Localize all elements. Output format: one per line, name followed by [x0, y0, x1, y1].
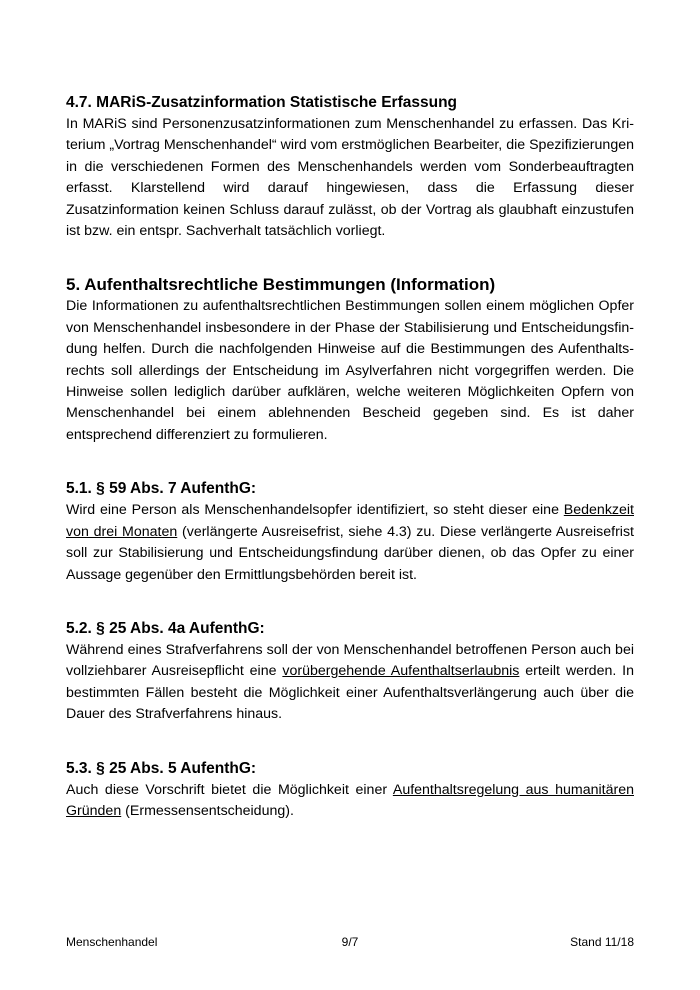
section-paragraph: [66, 500, 634, 586]
underlined-term: vorübergehende Aufenthaltserlaubnis: [282, 663, 520, 680]
paragraph-text: erteilt werden. In bestimmten Fällen besteht die Möglichkeit einer Aufenthaltsverlängerung auch über die Dauer des Strafverfahrens hinaus.: [66, 663, 635, 723]
section-heading: 5.2. § 25 Abs. 4a AufenthG:: [66, 619, 265, 637]
section-5-2: [66, 618, 634, 726]
section-paragraph: [66, 640, 634, 726]
section-4-7: [66, 92, 634, 242]
section-5: [66, 274, 634, 446]
section-5-1: [66, 478, 634, 586]
section-paragraph: In MARiS sind Personenzusatzinformationen zum Menschenhandel zu erfassen. Das Kriterium „Vortrag Menschenhandel“ wird vom erstmöglichen Bearbeiter, die Spezifizierungen in die verschiedenen Formen des Menschenhandels werden vom Sonderbeauftragten erfasst. Klarstellend wird darauf hingewiesen, dass die Erfassung dieser Zusatzinformation keinen Schluss darauf zulässt, ob der Vortrag als glaubhaft einzustufen ist bzw. ein entspr. Sachverhalt tatsächlich vorliegt.: [66, 116, 634, 240]
underlined-term: Bedenkzeit von drei Monaten: [66, 502, 634, 540]
section-paragraph: Die Informationen zu aufenthaltsrechtlichen Bestimmungen sollen einem möglichen Opfer von Menschenhandel insbesondere in der Phase der Stabilisierung und Entscheidungsfindung helfen. Durch die nachfolgenden Hinweise auf die Bestimmungen des Aufenthaltsrechts soll allerdings der Entscheidung im Asylverfahren nicht vorgegriffen werden. Die Hinweise sollen lediglich darüber aufklären, welche weiteren Möglichkeiten Opfern von Menschenhandel bei einem ablehnenden Bescheid gegeben sind. Es ist daher entsprechend differenziert zu formulieren.: [66, 298, 634, 443]
footer-date: Stand 11/18: [570, 935, 634, 949]
paragraph-text: Auch diese Vorschrift bietet die Möglichkeit einer: [66, 781, 393, 798]
section-paragraph: [66, 780, 634, 823]
paragraph-text: Während eines Strafverfahrens soll der von Menschenhandel betroffenen Person auch bei vollziehbarer Ausreisepflicht eine: [66, 641, 634, 680]
paragraph-text: (Ermessensentscheidung).: [121, 802, 294, 819]
section-5-3: [66, 758, 634, 823]
section-heading: 5.3. § 25 Abs. 5 AufenthG:: [66, 759, 257, 777]
paragraph-text: (verlängerte Ausreisefrist, siehe 4.3) zu. Diese verlängerte Ausreisefrist soll zur Stabilisierung und Entscheidungsfindung darüber dienen, ob das Opfer zu einer Aussage gegenüber den Ermittlungsbehörden bereit ist.: [66, 523, 634, 583]
footer-title: Menschenhandel: [66, 935, 158, 949]
document-page: [66, 92, 634, 822]
section-heading: 5.1. § 59 Abs. 7 AufenthG:: [66, 480, 257, 498]
page-number: 9/7: [341, 935, 359, 949]
paragraph-text: Wird eine Person als Menschenhandelsopfer identifiziert, so steht dieser eine: [66, 502, 564, 519]
page-footer: [66, 934, 634, 950]
underlined-term: Aufenthaltsregelung aus humanitären Gründen: [66, 781, 634, 819]
section-heading: 5. Aufenthaltsrechtliche Bestimmungen (Information): [66, 275, 496, 295]
section-heading: 4.7. MARiS-Zusatzinformation Statistische Erfassung: [66, 94, 458, 111]
